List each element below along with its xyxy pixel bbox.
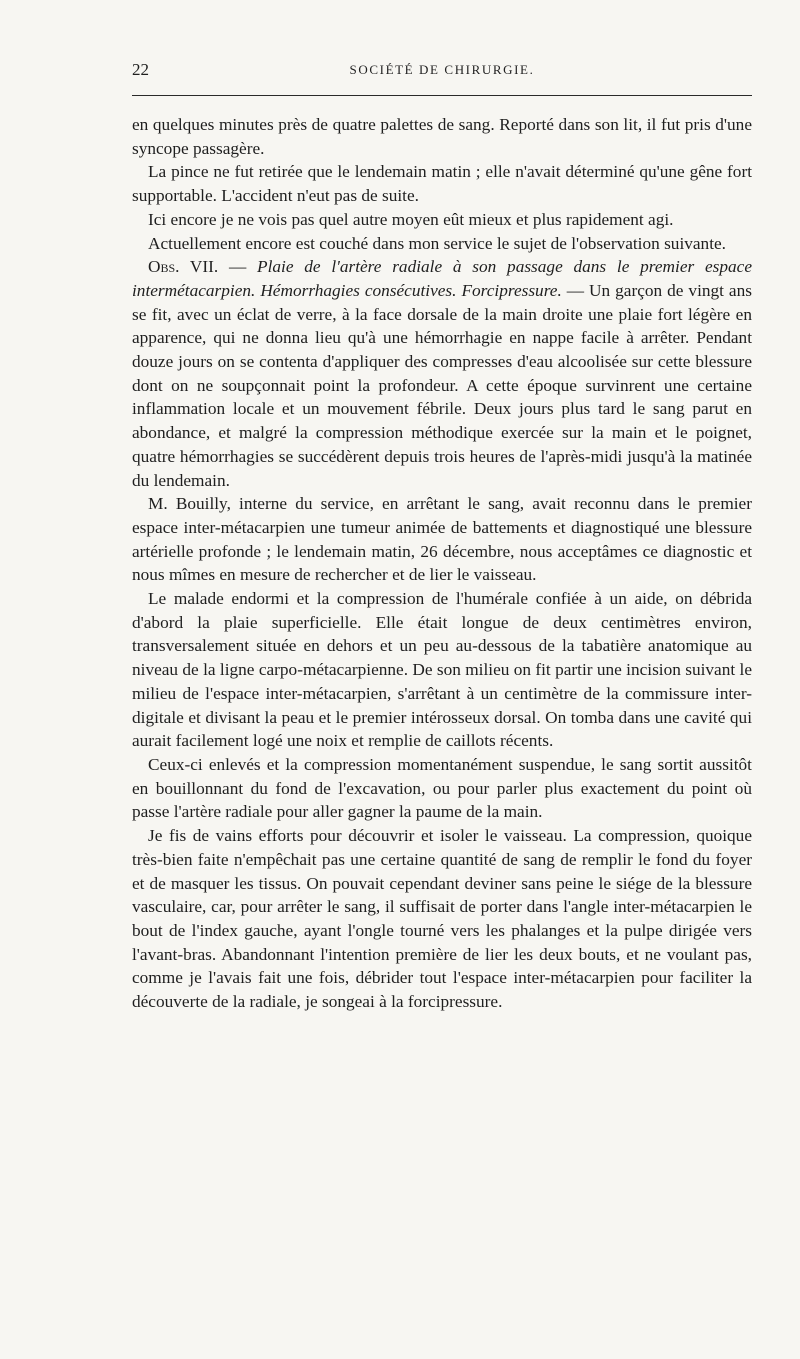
observation-label: Obs. VII. —	[148, 257, 247, 277]
paragraph-1: en quelques minutes près de quatre palettes de sang. Reporté dans son lit, il fut pris d'une syncope passagère.	[132, 115, 752, 158]
running-head: SOCIÉTÉ DE CHIRURGIE.	[349, 62, 535, 77]
observation-text: — Un garçon de vingt ans se fit, avec un éclat de verre, à la face dorsale de la main droite une plaie fort légère en apparence, qui ne donna lieu qu'à une hémorrhagie en nappe facile à arrêter. Pendant douze jours on se contenta d'appliquer des compresses d'eau alcoolisée sur cette blessure dont on ne soupçonnait point la profondeur. A cette époque survinrent une certaine inflammation locale et un mouvement fébrile. Deux jours plus tard le sang parut en abondance, et malgré la compression méthodique exercée sur la main et le poignet, quatre hémorrhagies se succédèrent depuis trois heures de l'après-midi jusqu'à la matinée du lendemain.	[132, 280, 752, 490]
body-text	[132, 113, 752, 1014]
paragraph-2: La pince ne fut retirée que le lendemain matin ; elle n'avait déterminé qu'une gêne fort supportable. L'accident n'eut pas de suite.	[132, 162, 752, 206]
paragraph-8: Je fis de vains efforts pour découvrir et isoler le vaisseau. La compression, quoique très-bien faite n'empêchait pas une certaine quantité de sang de remplir le fond du foyer et de masquer les tissus. On pouvait cependant deviner sans peine le siége de la blessure vasculaire, car, pour arrêter le sang, il suffisait de porter dans l'angle inter-métacarpien le bout de l'index gauche, ayant l'ongle tourné vers les phalanges et la pulpe dirigée vers l'avant-bras. Abandonnant l'intention première de lier les deux bouts, et ne voulant pas, comme je l'avais fait une fois, débrider tout l'espace inter-métacarpien pour faciliter la découverte de la radiale, je songeai à la forcipressure.	[132, 826, 752, 1012]
header-rule	[132, 95, 752, 96]
paragraph-5: M. Bouilly, interne du service, en arrêtant le sang, avait reconnu dans le premier espace inter-métacarpien une tumeur animée de battements et diagnostiqué une blessure artérielle profonde ; le lendemain matin, 26 décembre, nous acceptâmes ce diagnostic et nous mîmes en mesure de rechercher et de lier le vaisseau.	[132, 494, 752, 585]
paragraph-3: Ici encore je ne vois pas quel autre moyen eût mieux et plus rapidement agi.	[148, 209, 674, 229]
page-number: 22	[132, 60, 149, 79]
observation-title: Plaie de l'artère radiale à son passage dans le premier espace intermétacarpien. Hémorrhagies consécutives. Forcipressure.	[132, 257, 752, 300]
paragraph-4: Actuellement encore est couché dans mon service le sujet de l'observation suivante.	[148, 233, 726, 253]
page-header	[132, 60, 752, 84]
paragraph-7: Ceux-ci enlevés et la compression momentanément suspendue, le sang sortit aussitôt en bouillonnant du fond de l'excavation, ou pour parler plus exactement du point où passe l'artère radiale pour aller gagner la paume de la main.	[132, 754, 752, 822]
observation-paragraph	[132, 255, 752, 492]
paragraph-6: Le malade endormi et la compression de l'humérale confiée à un aide, on débrida d'abord la plaie superficielle. Elle était longue de deux centimètres environ, transversalement située en dehors et un peu au-dessous de la tabatière anatomique au niveau de la ligne carpo-métacarpienne. De son milieu on fit partir une incision suivant le milieu de l'espace inter-métacarpien, s'arrêtant à un centimètre de la commissure inter-digitale et divisant la peau et le premier intérosseux dorsal. On tomba dans une cavité qui aurait facilement logé une noix et remplie de caillots récents.	[132, 589, 752, 751]
